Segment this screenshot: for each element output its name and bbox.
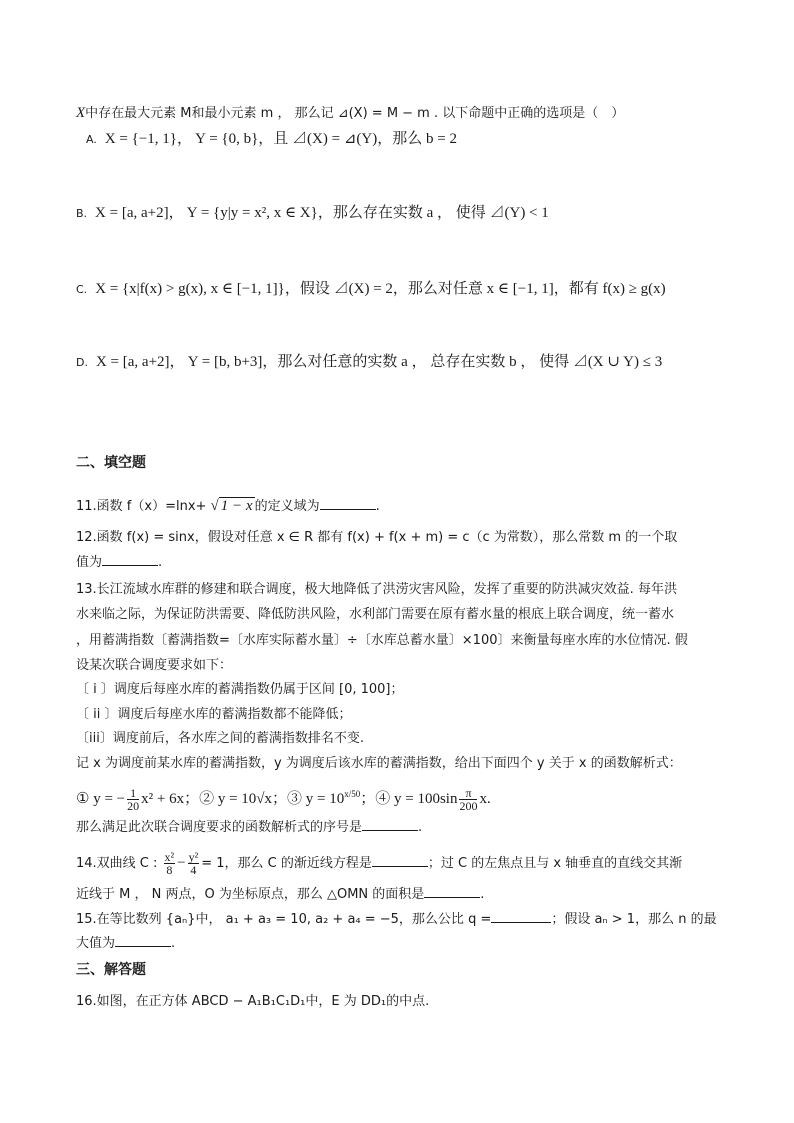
- q10-option-d: [76, 352, 662, 373]
- q14-answer-blank-2[interactable]: [424, 885, 480, 898]
- q14-frac1: [164, 851, 176, 876]
- q13-f1-fraction: [127, 787, 139, 812]
- q13-f4-num: π: [459, 787, 477, 800]
- q13-f1-den: 20: [127, 799, 140, 814]
- q14-l1-mid: −: [177, 855, 186, 871]
- q10-option-a-text: X = {−1, 1}， Y = {0, b}，且 ⊿(X) = ⊿(Y)，那么 b = 2: [104, 131, 457, 147]
- q15-l1-a: 15.在等比数列 {aₙ}中， a₁ + a₃ = 10, a₂ + a₄ = −5，那么公比 q =: [76, 912, 492, 927]
- q13-line10-b: .: [418, 820, 423, 835]
- section-fill-in-title: 二、填空题: [76, 455, 146, 471]
- q10-option-a: [86, 129, 457, 150]
- q11-sqrt-sign: √: [210, 498, 219, 514]
- q15-l2-a: 大值为: [76, 936, 116, 951]
- q14-l2-a: 近线于 M ， N 两点，O 为坐标原点，那么 △OMN 的面积是: [76, 887, 425, 902]
- q14-frac2-den: 4: [190, 863, 197, 877]
- q12-line1: 12.函数 f(x) = sinx，假设对任意 x ∈ R 都有 f(x) + f(x + m) = c（c 为常数），那么常数 m 的一个取: [76, 530, 678, 545]
- q13-f1-b: x² + 6x；② y = 10√x；③ y = 10: [141, 791, 345, 807]
- q11-text-b: 的定义域为: [254, 499, 320, 514]
- q14-line2: [76, 885, 484, 905]
- q14-line1: [76, 851, 682, 876]
- q11: [76, 496, 380, 517]
- q13-f1-num: 1: [127, 787, 139, 800]
- q10-option-b-label: B.: [76, 207, 88, 220]
- q14-frac2-num: y²: [188, 850, 199, 864]
- q14-frac1-den: 8: [166, 863, 173, 877]
- q13-line10-a: 那么满足此次联合调度要求的函数解析式的序号是: [76, 820, 363, 835]
- q13-f4-den: 200: [459, 799, 478, 814]
- q13-f4-fraction: [459, 787, 477, 812]
- q11-text-a: 11.函数 f（x）=lnx+: [76, 499, 211, 514]
- q10-option-c: [76, 279, 666, 300]
- q10-option-b: [76, 203, 549, 224]
- q13-line2: 水来临之际，为保证防洪需要、降低防洪风险，水利部门需要在原有蓄水量的根底上联合调度，统一蓄水: [76, 607, 675, 622]
- q13-line1: 13.长江流域水库群的修建和联合调度，极大地降低了洪涝灾害风险，发挥了重要的防洪减灾效益. 每年洪: [76, 582, 677, 597]
- q11-sqrt-content: 1 − x: [220, 498, 253, 514]
- q12-line2-b: .: [158, 555, 163, 570]
- q15-l2-b: .: [171, 936, 176, 951]
- q14-l1-a: 14.双曲线 C :: [76, 856, 162, 871]
- q12-answer-blank[interactable]: [102, 553, 158, 566]
- q10-stem: [76, 103, 624, 124]
- q10-option-a-label: A.: [86, 133, 97, 146]
- q15-answer-blank-1[interactable]: [491, 910, 551, 923]
- q10-option-c-text: X = {x|f(x) > g(x), x ∈ [−1, 1]}，假设 ⊿(X) = 2，那么对任意 x ∈ [−1, 1]，都有 f(x) ≥ g(x): [95, 281, 666, 297]
- q13-formulas: [76, 784, 491, 812]
- q12-line2: [76, 553, 162, 573]
- q11-text-end: .: [375, 499, 380, 514]
- q13-line4: 设某次联合调度要求如下：: [76, 658, 233, 673]
- q12-line2-a: 值为: [76, 555, 103, 570]
- section-answer-title: 三、解答题: [76, 962, 146, 978]
- q10-stem-var: X: [76, 105, 86, 121]
- q13-f3-exponent: x/50: [344, 789, 361, 799]
- q14-l1-c: ；过 C 的左焦点且与 x 轴垂直的直线交其渐: [427, 856, 683, 871]
- q13-f1-a: ① y = −: [76, 791, 126, 807]
- q13-line7: 〔iii〕调度前后，各水库之间的蓄满指数排名不变.: [76, 731, 364, 746]
- q14-answer-blank-1[interactable]: [372, 854, 428, 867]
- q10-option-d-label: D.: [76, 356, 88, 369]
- q10-option-b-text: X = [a, a+2]， Y = {y|y = x², x ∈ X}，那么存在实数 a ， 使得 ⊿(Y) < 1: [95, 205, 549, 221]
- q10-option-c-label: C.: [76, 283, 88, 296]
- q13-line10: [76, 818, 422, 838]
- q15-answer-blank-2[interactable]: [115, 934, 171, 947]
- q15-line1: [76, 910, 717, 930]
- q13-f4: ；④ y = 100sin: [360, 791, 458, 807]
- q15-line2: [76, 934, 175, 954]
- q14-l1-b: = 1，那么 C 的渐近线方程是: [201, 856, 372, 871]
- q11-answer-blank[interactable]: [320, 497, 376, 510]
- q13-line3: ，用蓄满指数〔蓄满指数=〔水库实际蓄水量〕÷〔水库总蓄水量〕×100〕来衡量每座水库的水位情况. 假: [76, 633, 688, 648]
- q13-line8: 记 x 为调度前某水库的蓄满指数，y 为调度后该水库的蓄满指数，给出下面四个 y 关于 x 的函数解析式：: [76, 756, 682, 771]
- q14-frac1-num: x²: [164, 850, 175, 864]
- q13-line6: 〔 ii 〕调度后每座水库的蓄满指数都不能降低；: [76, 707, 352, 722]
- q10-stem-text: 中存在最大元素 M和最小元素 m ， 那么记 ⊿(X) = M − m . 以下命题中正确的选项是（ ）: [85, 106, 625, 121]
- q14-l2-b: .: [480, 887, 485, 902]
- q15-l1-b: ；假设 aₙ > 1，那么 n 的最: [551, 912, 717, 927]
- q14-frac2: [188, 851, 200, 876]
- q13-line5: 〔 i 〕调度后每座水库的蓄满指数仍属于区间 [0, 100]；: [76, 682, 404, 697]
- q13-answer-blank[interactable]: [362, 818, 418, 831]
- q10-option-d-text: X = [a, a+2]， Y = [b, b+3]，那么对任意的实数 a ， 总存在实数 b ， 使得 ⊿(X ∪ Y) ≤ 3: [95, 354, 663, 370]
- q16: 16.如图，在正方体 ABCD − A₁B₁C₁D₁中，E 为 DD₁的中点.: [76, 994, 430, 1009]
- q13-f4-end: x.: [479, 791, 491, 807]
